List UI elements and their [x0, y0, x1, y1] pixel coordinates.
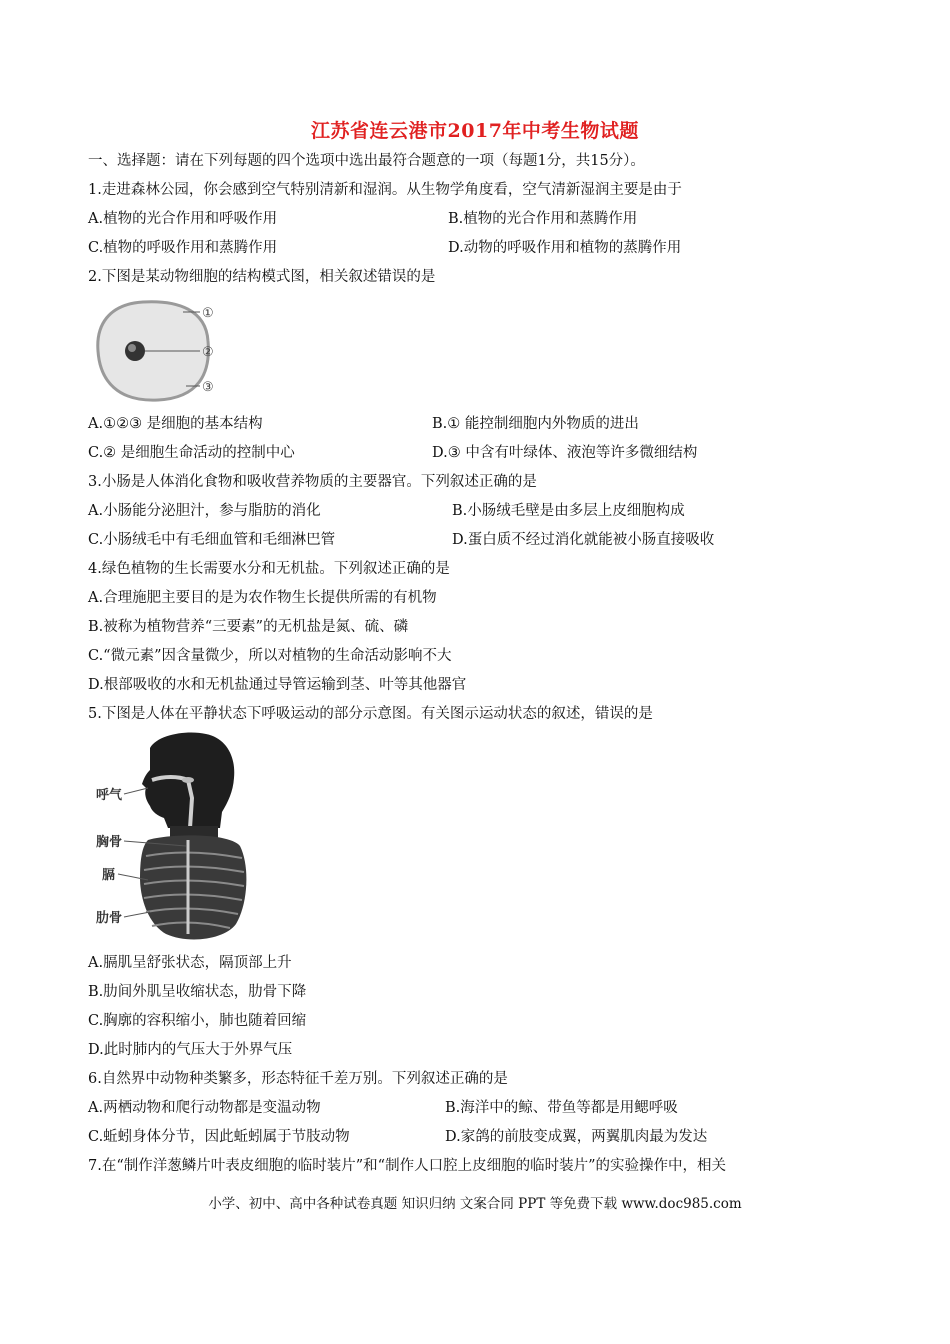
q2-option-c: C.② 是细胞生命活动的控制中心: [88, 445, 295, 461]
q1-option-a: A.植物的光合作用和呼吸作用: [88, 211, 278, 227]
label-ribs: 肋骨: [96, 911, 123, 926]
question-6-stem: 6.自然界中动物种类繁多，形态特征千差万别。下列叙述正确的是: [88, 1071, 508, 1087]
q2-option-a: A.①②③ 是细胞的基本结构: [88, 416, 263, 432]
q2-option-b: B.① 能控制细胞内外物质的进出: [432, 416, 639, 432]
question-1-stem: 1.走进森林公园，你会感到空气特别清新和湿润。从生物学角度看，空气清新湿润主要是由于: [88, 182, 682, 198]
cell-nucleus: [125, 341, 145, 361]
nasal-cavity: [182, 777, 194, 783]
rib-cage: [140, 835, 246, 939]
q3-option-d: D.蛋白质不经过消化就能被小肠直接吸收: [452, 532, 715, 548]
animal-cell-figure: [88, 296, 228, 406]
q6-option-b: B.海洋中的鲸、带鱼等都是用鳃呼吸: [445, 1100, 678, 1116]
cell-label-1: ①: [202, 306, 214, 321]
q1-option-d: D.动物的呼吸作用和植物的蒸腾作用: [448, 240, 682, 256]
page-footer: 小学、初中、高中各种试卷真题 知识归纳 文案合同 PPT 等免费下载 www.doc985.com: [208, 1196, 742, 1212]
nucleus-highlight: [128, 344, 136, 352]
q5-option-c: C.胸廓的容积缩小，肺也随着回缩: [88, 1013, 307, 1029]
label-sternum: 胸骨: [96, 835, 123, 850]
label-exhale: 呼气: [96, 788, 123, 803]
q1-option-b: B.植物的光合作用和蒸腾作用: [448, 211, 638, 227]
q5-option-a: A.膈肌呈舒张状态，隔顶部上升: [88, 955, 292, 971]
section-heading: 一、选择题：请在下列每题的四个选项中选出最符合题意的一项（每题1分，共15分）。: [88, 153, 645, 169]
question-5-stem: 5.下图是人体在平静状态下呼吸运动的部分示意图。有关图示运动状态的叙述，错误的是: [88, 706, 653, 722]
document-title: 江苏省连云港市2017年中考生物试题: [311, 120, 639, 142]
q3-option-a: A.小肠能分泌胆汁，参与脂肪的消化: [88, 503, 321, 519]
q2-option-d: D.③ 中含有叶绿体、液泡等许多微细结构: [432, 445, 698, 461]
q3-option-c: C.小肠绒毛中有毛细血管和毛细淋巴管: [88, 532, 336, 548]
q6-option-c: C.蚯蚓身体分节，因此蚯蚓属于节肢动物: [88, 1129, 350, 1145]
cell-label-2: ②: [202, 345, 214, 360]
question-7-stem: 7.在“制作洋葱鳞片叶表皮细胞的临时装片”和“制作人口腔上皮细胞的临时装片”的实验操作中，相关: [88, 1158, 726, 1174]
question-4-stem: 4.绿色植物的生长需要水分和无机盐。下列叙述正确的是: [88, 561, 450, 577]
q4-option-d: D.根部吸收的水和无机盐通过导管运输到茎、叶等其他器官: [88, 677, 467, 693]
q4-option-a: A.合理施肥主要目的是为农作物生长提供所需的有机物: [88, 590, 437, 606]
q5-option-b: B.肋间外肌呈收缩状态，肋骨下降: [88, 984, 307, 1000]
q4-option-b: B.被称为植物营养“三要素”的无机盐是氮、硫、磷: [88, 619, 409, 635]
q4-option-c: C.“微元素”因含量微少，所以对植物的生命活动影响不大: [88, 648, 452, 664]
breathing-figure: [88, 728, 258, 950]
q6-option-d: D.家鸽的前肢变成翼，两翼肌肉最为发达: [445, 1129, 708, 1145]
q1-option-c: C.植物的呼吸作用和蒸腾作用: [88, 240, 278, 256]
label-ribs-line: [124, 912, 150, 917]
cell-label-3: ③: [202, 380, 214, 395]
q6-option-a: A.两栖动物和爬行动物都是变温动物: [88, 1100, 321, 1116]
label-exhale-line: [124, 788, 148, 794]
question-2-stem: 2.下图是某动物细胞的结构模式图，相关叙述错误的是: [88, 269, 436, 285]
q5-option-d: D.此时肺内的气压大于外界气压: [88, 1042, 293, 1058]
question-3-stem: 3.小肠是人体消化食物和吸收营养物质的主要器官。下列叙述正确的是: [88, 474, 537, 490]
label-diaphragm: 膈: [102, 868, 116, 883]
q3-option-b: B.小肠绒毛壁是由多层上皮细胞构成: [452, 503, 685, 519]
